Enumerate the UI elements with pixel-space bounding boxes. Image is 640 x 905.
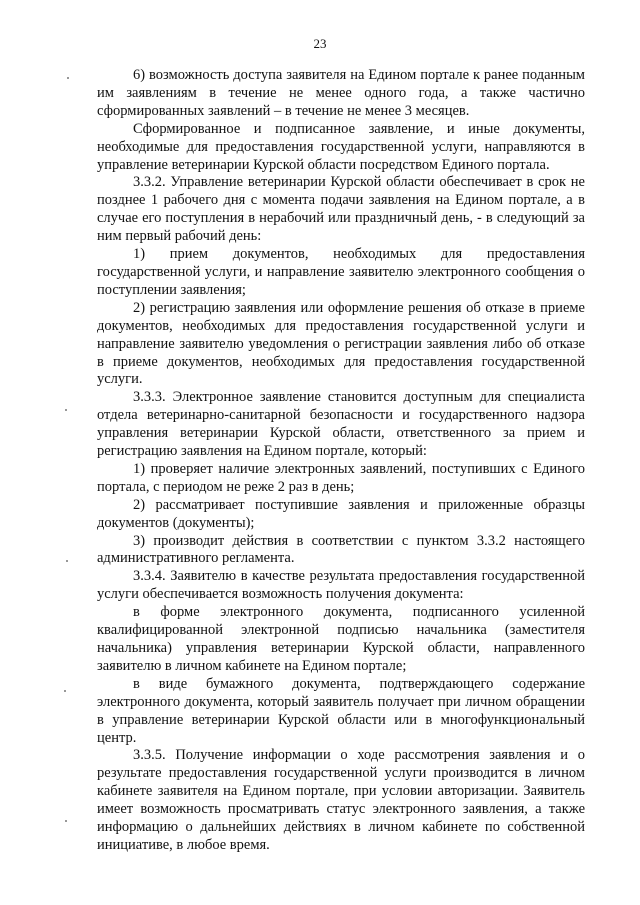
scan-speck xyxy=(65,409,67,411)
paragraph-3-3-3-item-3: 3) производит действия в соответствии с пунктом 3.3.2 настоящего административного регламента. xyxy=(97,532,585,567)
paragraph-submission: Сформированное и подписанное заявление, и иные документы, необходимые для предоставления государственной услуги, направляются в управление ветеринарии Курской области посредством Единого портала. xyxy=(97,120,585,173)
paragraph-electronic-document: в форме электронного документа, подписанного усиленной квалифицированной электронной подписью начальника (заместителя начальника) управления ветеринарии Курской области, направленного заявителю в личном кабинете на Едином портале; xyxy=(97,604,585,674)
paragraph-3-3-3: 3.3.3. Электронное заявление становится доступным для специалиста отдела ветеринарно-санитарной безопасности и государственного надзора управления ветеринарии Курской области, ответственного за прием и регистрацию заявления на Едином портале, который: xyxy=(97,389,585,460)
scan-speck xyxy=(66,560,68,562)
scan-speck xyxy=(64,690,66,692)
paragraph-3-3-5: 3.3.5. Получение информации о ходе рассмотрения заявления и о результате предоставления государственной услуги производится в личном кабинете заявителя на Едином портале, при условии авторизации. Заявитель имеет возможность просматривать статус электронного заявления, а также информацию о дальнейших действиях в личном кабинете по собственной инициативе, в любое время. xyxy=(97,747,585,853)
paragraph-3-3-2: 3.3.2. Управление ветеринарии Курской области обеспечивает в срок не позднее 1 рабочего дня с момента подачи заявления на Едином портале, а в случае его поступления в нерабочий или праздничный день, - в следующий за ним первый рабочий день: xyxy=(97,174,585,245)
paragraph-item-6: 6) возможность доступа заявителя на Едином портале к ранее поданным им заявлениям в течение не менее одного года, а также частично сформированных заявлений – в течение не менее 3 месяцев. xyxy=(97,67,585,119)
paragraph-3-3-4: 3.3.4. Заявителю в качестве результата предоставления государственной услуги обеспечивается возможность получения документа: xyxy=(97,568,585,603)
scan-speck xyxy=(67,77,69,79)
page-number: 23 xyxy=(313,36,327,51)
paragraph-3-3-2-item-2: 2) регистрацию заявления или оформление решения об отказе в приеме документов, необходимых для предоставления государственной услуги и направление заявителю уведомления о регистрации заявления либо об отказе в приеме документов, необходимых для предоставления государственной услуги. xyxy=(97,299,585,388)
paragraph-3-3-2-item-1: 1) прием документов, необходимых для предоставления государственной услуги, и направление заявителю электронного сообщения о поступлении заявления; xyxy=(97,246,585,298)
paragraph-paper-document: в виде бумажного документа, подтверждающего содержание электронного документа, который заявитель получает при личном обращении в управление ветеринарии Курской области или в многофункциональный центр. xyxy=(97,675,585,746)
paragraph-3-3-3-item-2: 2) рассматривает поступившие заявления и приложенные образцы документов (документы); xyxy=(97,496,585,531)
paragraph-3-3-3-item-1: 1) проверяет наличие электронных заявлений, поступивших с Единого портала, с периодом не реже 2 раз в день; xyxy=(97,460,585,495)
document-body xyxy=(97,67,585,855)
scan-speck xyxy=(65,820,67,822)
